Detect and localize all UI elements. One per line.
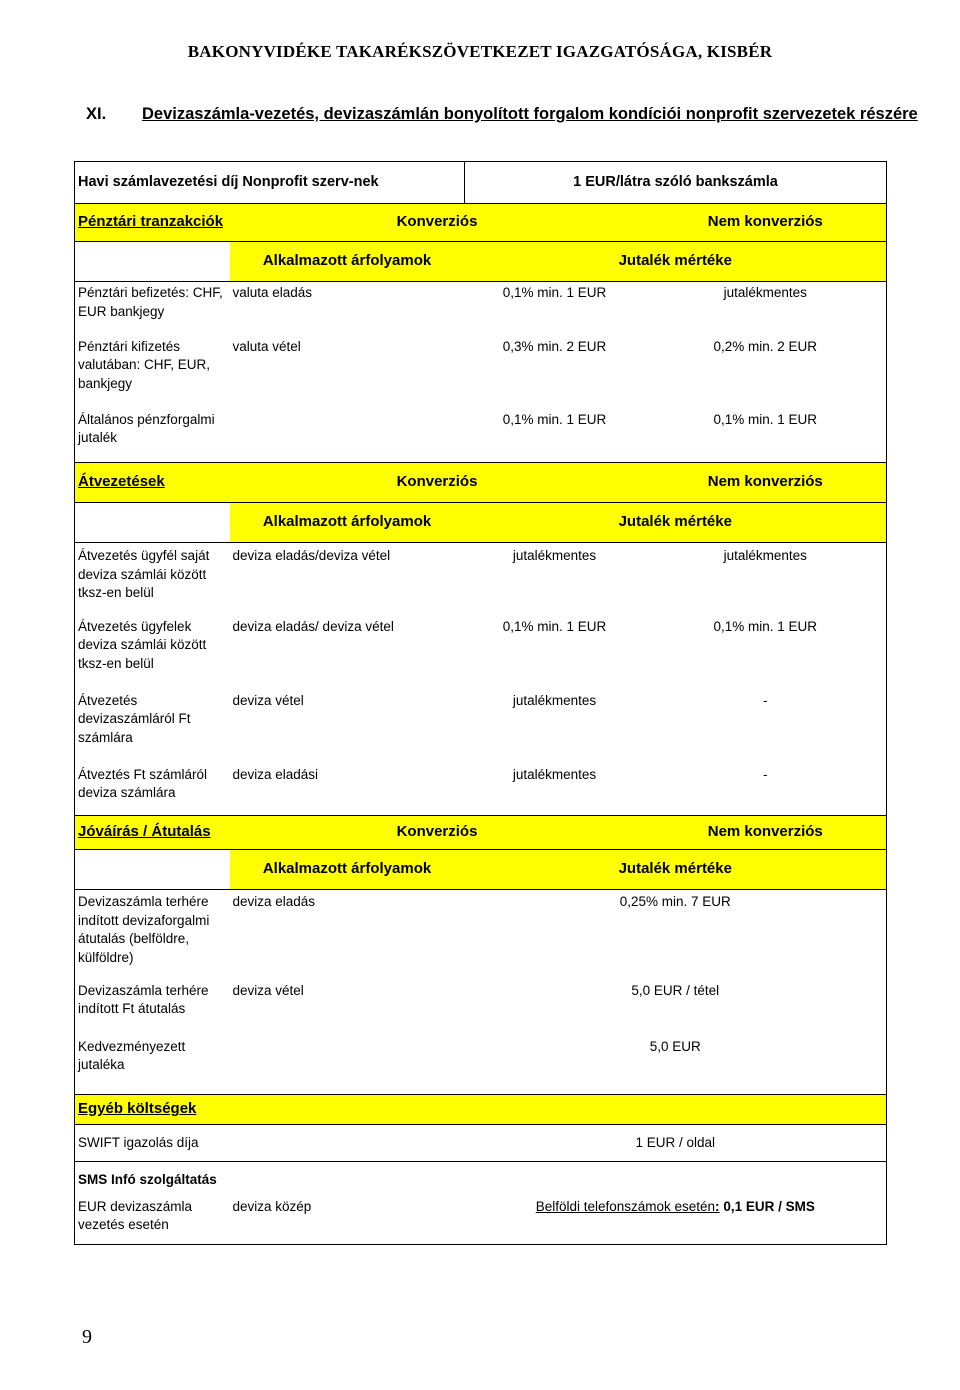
credit-title: Jóváírás / Átutalás [75,816,230,850]
credit-subheader-row [75,850,887,890]
cash-rate-subheader: Alkalmazott árfolyamok [230,242,465,282]
transfer-subheader-row [75,503,887,543]
swift-label: SWIFT igazolás díja [75,1125,230,1162]
transfer-row-conv: jutalékmentes [512,548,597,563]
cash-header-row [75,204,887,242]
page-number: 9 [82,1326,92,1348]
sms-row [75,1198,887,1245]
transfer-row-label: Átvezetés devizaszámláról Ft számlára [75,692,230,766]
cash-row [75,411,887,463]
credit-row-rate: deviza eladás [232,894,316,909]
transfer-row [75,618,887,692]
credit-row-fee: 0,25% min. 7 EUR [465,890,887,982]
transfer-rate-subheader: Alkalmazott árfolyamok [230,503,465,543]
credit-row-label: Kedvezményezett jutaléka [75,1038,230,1095]
transfer-nonconv-header: Nem konverziós [645,463,887,503]
monthly-fee-row [75,162,887,204]
cash-nonconv-header: Nem konverziós [645,204,887,242]
other-header-row [75,1095,887,1125]
transfer-row-rate: deviza eladás/deviza vétel [232,548,391,563]
sms-fee-prefix: Belföldi telefonszámok esetén [535,1198,716,1214]
credit-row [75,890,887,982]
transfer-row-nonconv: 0,1% min. 1 EUR [645,618,887,692]
transfer-row-conv: jutalékmentes [512,766,597,782]
cash-subheader-row [75,242,887,282]
credit-conv-header: Konverziós [230,816,645,850]
transfer-row [75,543,887,618]
cash-fee-subheader: Jutalék mértéke [465,242,887,282]
cash-row-label: Pénztári befizetés: CHF, EUR bankjegy [75,282,230,338]
section-heading: Devizaszámla-vezetés, devizaszámlán bonyolított forgalom kondíciói nonprofit szervezetek részére [142,105,918,123]
transfer-row-label: Átvezetés ügyfelek deviza számlái között tksz-en belül [75,618,230,692]
cash-row-nonconv: 0,2% min. 2 EUR [645,338,887,411]
credit-row-label: Devizaszámla terhére indított Ft átutalás [75,982,230,1038]
sms-fee [465,1198,887,1245]
credit-fee-subheader: Jutalék mértéke [465,850,887,890]
cash-row-conv: 0,1% min. 1 EUR [502,285,607,300]
section-number: XI. [86,105,107,123]
sms-header-row [75,1162,887,1198]
transfer-title: Átvezetések [75,463,230,503]
cash-row-label: Általános pénzforgalmi jutalék [75,411,230,463]
transfer-row-nonconv: - [645,766,887,816]
conditions-table [74,161,887,1245]
other-title: Egyéb költségek [75,1095,887,1125]
monthly-fee-label: Havi számlavezetési díj Nonprofit szerv-nek [75,162,465,204]
cash-row-label: Pénztári kifizetés valutában: CHF, EUR, bankjegy [75,338,230,411]
credit-subheader-blank [75,850,230,890]
transfer-row-rate: deviza vétel [232,692,304,708]
credit-rate-subheader: Alkalmazott árfolyamok [230,850,465,890]
monthly-fee-value: 1 EUR/látra szóló bankszámla [465,162,887,204]
sms-fee-value: 0,1 EUR / SMS [723,1198,815,1214]
cash-row-conv: 0,1% min. 1 EUR [502,411,607,427]
swift-fee: 1 EUR / oldal [465,1125,887,1162]
cash-subheader-blank [75,242,230,282]
transfer-row-conv: 0,1% min. 1 EUR [502,618,607,634]
transfer-row-nonconv: - [645,692,887,766]
section-title [86,104,936,125]
cash-row-nonconv: jutalékmentes [645,282,887,338]
transfer-row-label: Átvezetés ügyfél saját deviza számlái között tksz-en belül [75,543,230,618]
sms-fee-colon: : [715,1198,720,1214]
credit-nonconv-header: Nem konverziós [645,816,887,850]
transfer-row [75,692,887,766]
credit-row-rate: deviza vétel [232,982,304,998]
cash-conv-header: Konverziós [230,204,645,242]
sms-label: EUR devizaszámla vezetés esetén [75,1198,230,1245]
credit-header-row [75,816,887,850]
credit-row [75,1038,887,1095]
cash-row [75,282,887,338]
cash-title: Pénztári tranzakciók [75,204,230,242]
cash-row-conv: 0,3% min. 2 EUR [502,338,607,354]
credit-row [75,982,887,1038]
transfer-row-rate: deviza eladás/ deviza vétel [232,618,394,634]
cash-row-rate: valuta eladás [232,285,313,300]
transfer-row-label: Átveztés Ft számláról deviza számlára [75,766,230,816]
credit-row-rate [230,1038,465,1095]
transfer-row-conv: jutalékmentes [512,692,597,708]
transfer-row-rate: deviza eladási [232,766,319,782]
sms-title: SMS Infó szolgáltatás [75,1162,887,1198]
swift-row [75,1125,887,1162]
credit-row-label: Devizaszámla terhére indított devizaforgalmi átutalás (belföldre, külföldre) [75,890,230,982]
credit-row-fee: 5,0 EUR / tétel [465,982,887,1038]
swift-rate [230,1125,465,1162]
credit-row-fee: 5,0 EUR [465,1038,887,1095]
transfer-fee-subheader: Jutalék mértéke [465,503,887,543]
sms-rate: deviza közép [230,1198,465,1245]
cash-row-rate [230,411,465,463]
transfer-row-nonconv: jutalékmentes [645,543,887,618]
transfer-subheader-blank [75,503,230,543]
cash-row-nonconv: 0,1% min. 1 EUR [645,411,887,463]
cash-row-rate: valuta vétel [232,338,301,354]
transfer-conv-header: Konverziós [230,463,645,503]
cash-row [75,338,887,411]
transfer-header-row [75,463,887,503]
transfer-row [75,766,887,816]
document-header: BAKONYVIDÉKE TAKARÉKSZÖVETKEZET IGAZGATÓSÁGA, KISBÉR [187,42,773,61]
